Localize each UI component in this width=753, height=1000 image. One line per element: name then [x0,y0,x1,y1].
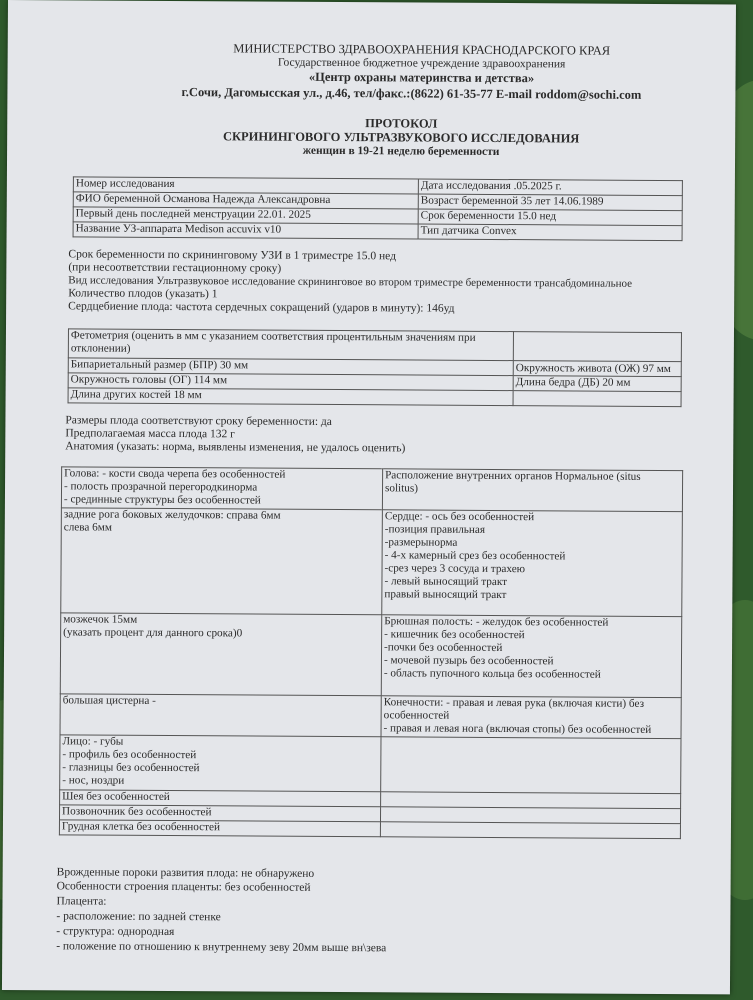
abdomen-line: - кишечник без особенностей [384,628,525,642]
abdomen-line: -почки без особенностей [384,641,503,655]
limbs-cell [381,696,681,739]
heart-cell [382,510,683,617]
limbs-line: особенностей [383,709,450,722]
anatomy-table [59,466,683,839]
fetometry-header [68,329,513,361]
protocol-subtitle: СКРИНИНГОВОГО УЛЬТРАЗВУКОВОГО ИССЛЕДОВАНИЯ [222,129,580,146]
term-note: (при несоответствии гестационному сроку) [68,261,282,275]
table-row [59,820,680,839]
placenta-position: - положение по отношению к внутреннему зеву 20мм выше вн\зева [56,940,387,955]
head-line: - полость прозрачной перегородкинорма [63,480,258,494]
femur-length: Длина бедра (ДБ) 20 мм [513,376,681,392]
fetometry-header-line: отклонении) [70,342,131,355]
organs-line: Расположение внутренних органов Нормальное (situs [385,469,641,483]
empty-cell [381,737,681,794]
face-line: - профиль без особенностей [62,748,197,762]
neck-cell: Шея без особенностей [60,790,381,807]
study-type: Вид исследования Ультразвуковое исследование скрининговое во втором триместре беременности трансабдоминальное [68,274,633,290]
abdomen-cell [381,615,681,698]
ventricles-cell [61,508,383,615]
table-row [61,467,682,512]
heart-line: -размерынорма [384,536,458,549]
table-row [60,613,681,698]
table-row [60,735,681,794]
protocol-sheet [2,0,736,994]
cistern-cell [60,694,381,737]
limbs-line: Конечности: - правая и левая рука (включая кисти) без [383,696,645,710]
ventricles-line: слева 6мм [63,521,112,534]
face-line: - нос, ноздри [62,774,125,787]
other-bones-length: Длина других костей 18 мм [68,388,513,406]
device-name: Название УЗ-аппарата Medison accuvix v10 [73,222,418,239]
heart-line: правый выносящий тракт [384,588,507,602]
empty-cell [380,822,680,839]
fetus-count: Количество плодов (указать) 1 [68,287,218,301]
malformations: Врожденные пороки развития плода: не обнаружено [56,866,315,880]
table-row [60,694,681,739]
organs-cell [382,469,682,512]
cerebellum-line: мозжечок 15мм [63,613,138,626]
head-line: - срединные структуры без особенностей [63,493,261,507]
protocol-scope: женщин в 19-21 неделю беременности [302,144,500,159]
institution-name: Государственное бюджетное учреждение здравоохранения [277,56,566,71]
patient-info-table [73,176,683,241]
study-number: Номер исследования [73,177,418,194]
placenta-structure: - структура: однородная [56,925,175,939]
heart-line: - 4-х камерный срез без особенностей [384,549,566,563]
head-cell [61,467,382,510]
probe-type: Тип датчика Convex [418,224,682,241]
face-line: - глазницы без особенностей [62,761,200,775]
organs-line: solitus) [384,482,419,495]
bpd-value: Бипариетальный размер (БПР) 30 мм [68,358,513,376]
ventricles-line: задние рога боковых желудочков: справа 6мм [63,508,281,522]
empty-cell [513,391,681,407]
head-circumference: Окружность головы (ОГ) 114 мм [68,373,513,391]
abdomen-line: Брюшная полость: - желудок без особенностей [384,615,609,629]
face-line: Лицо: - губы [62,735,124,748]
patient-name: ФИО беременной Османова Надежда Александровна [73,192,418,209]
study-date: Дата исследования .05.2025 г. [418,179,682,196]
patient-age: Возраст беременной 35 лет 14.06.1989 [418,194,682,211]
table-row [68,329,681,362]
table-row [61,508,683,617]
head-line: Голова: - кости свода черепа без особенностей [64,467,286,481]
placenta-features: Особенности строения плаценты: без особенностей [56,880,311,894]
table-row [73,222,682,241]
last-period-date: Первый день последней менструации 22.01. 2025 [73,207,418,224]
empty-cell [513,332,681,362]
abdominal-circumference: Окружность живота (ОЖ) 97 мм [513,361,681,377]
heart-line: Сердце: - ось без особенностей [384,510,535,524]
protocol-title: ПРОТОКОЛ [365,116,438,131]
placenta-location: - расположение: по задней стенке [56,910,221,924]
heart-line: - левый выносящий тракт [384,575,508,589]
face-cell [60,735,381,792]
chest-cell: Грудная клетка без особенностей [59,820,380,837]
limbs-line: - правая и левая нога (включая стопы) без особенностей [383,722,652,736]
address-line: г.Сочи, Дагомысская ул., д.46, тел/факс.:(8622) 61-35-77 E-mail roddom@sochi.com [181,85,642,102]
center-name: «Центр охраны материнства и детства» [308,69,535,86]
anatomy-note: Анатомия (указать: норма, выявлены изменения, не удалось оценить) [65,440,406,455]
cerebellum-cell [60,613,381,696]
abdomen-line: - область пупочного кольца без особенностей [383,667,601,681]
size-conformity: Размеры плода соответствуют сроку беременности: да [65,414,332,428]
estimated-weight: Предполагаемая масса плода 132 г [65,427,235,441]
heart-line: -срез через 3 сосуда и трахею [384,562,526,576]
heart-rate: Сердцебиение плода: частота сердечных сокращений (ударов в минуту): 146уд [68,300,455,315]
fetometry-header-line: Фетометрия (оценить в мм с указанием соответствия процентильным значениям при [70,329,476,344]
cistern-line: большая цистерна - [62,694,156,707]
ministry-title: МИНИСТЕРСТВО ЗДРАВООХРАНЕНИЯ КРАСНОДАРСКОГО КРАЯ [233,41,611,58]
fetometry-table [68,328,682,407]
placenta-label: Плацента: [56,895,107,908]
abdomen-line: - мочевой пузырь без особенностей [383,654,554,668]
gestational-age: Срок беременности 15.0 нед [418,209,682,226]
heart-line: -позиция правильная [384,523,486,536]
screening-term: Срок беременности по скрининговому УЗИ в 1 триместре 15.0 нед [68,248,397,263]
table-row [68,388,681,407]
cerebellum-line: (указать процент для данного срока)0 [63,626,243,640]
spine-cell: Позвоночник без особенностей [59,805,380,822]
